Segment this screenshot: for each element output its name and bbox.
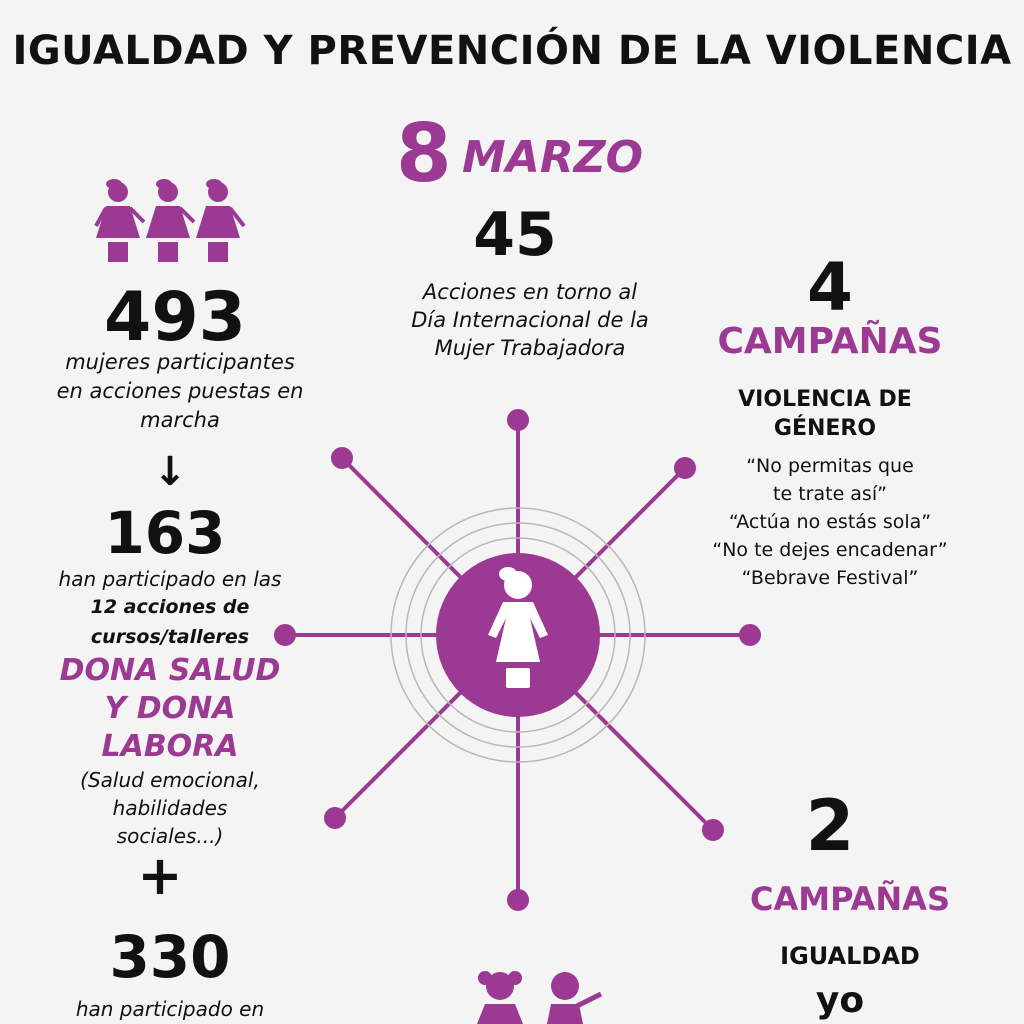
participants-line: en acciones puestas en: [56, 379, 304, 403]
spoke-dot: [509, 891, 527, 909]
campaigns-label-top: CAMPAÑAS: [717, 321, 943, 362]
women-group-icon: [90, 178, 250, 268]
program-line: LABORA: [101, 729, 239, 764]
campaigns-count-top: 4: [807, 249, 853, 326]
marzo-month: MARZO: [462, 132, 644, 183]
spoke-dot: [333, 449, 351, 467]
slogan-line: “Bebrave Festival”: [741, 567, 919, 589]
extra-count: 330: [109, 923, 231, 991]
slogan-line: “No permitas que: [746, 455, 914, 477]
campaigns-label-bottom: CAMPAÑAS: [750, 880, 950, 918]
slogan-line: “Actúa no estás sola”: [728, 511, 932, 533]
marzo-desc-line: Acciones en torno al: [422, 280, 638, 304]
marzo-heading: [396, 108, 656, 200]
marzo-desc-line: Día Internacional de la: [411, 308, 649, 332]
campaigns-count-bottom: 2: [805, 785, 855, 867]
campaign-topic-top: [700, 385, 950, 443]
participants-count: 493: [104, 278, 246, 357]
campaign-sub-bottom: yo: [815, 980, 865, 1021]
children-icon: [465, 964, 615, 1024]
participants-line: marcha: [140, 408, 220, 432]
program-line: DONA SALUD: [59, 653, 281, 688]
spoke-dot: [509, 411, 527, 429]
program-note-line: sociales...): [116, 824, 224, 848]
courses-bold: [20, 592, 320, 652]
courses-count: 163: [104, 499, 226, 567]
page-title: IGUALDAD Y PREVENCIÓN DE LA VIOLENCIA: [12, 28, 1012, 74]
program-note-line: (Salud emocional,: [80, 768, 260, 792]
campaign-slogans: [660, 452, 1000, 592]
campaign-topic-line: GÉNERO: [773, 416, 877, 441]
courses-line: han participado en las: [58, 567, 282, 591]
spoke-dot: [326, 809, 344, 827]
slogan-line: te trate así”: [773, 483, 887, 505]
marzo-desc-line: Mujer Trabajadora: [434, 336, 626, 360]
extra-line: han participado en: [75, 997, 265, 1021]
participants-description: [30, 348, 330, 435]
slogan-line: “No te dejes encadenar”: [712, 539, 948, 561]
program-note: [20, 766, 320, 850]
courses-bold-line: 12 acciones de: [90, 596, 250, 618]
down-arrow-icon: ↓: [153, 449, 187, 495]
program-note-line: habilidades: [112, 796, 228, 820]
spoke-dot: [704, 821, 722, 839]
program-name: [20, 652, 320, 766]
courses-bold-line: cursos/talleres: [90, 626, 250, 648]
spoke-dot: [741, 626, 759, 644]
participants-line: mujeres participantes: [65, 350, 295, 374]
marzo-description: [370, 278, 690, 362]
marzo-count: 45: [473, 200, 557, 270]
program-line: Y DONA: [104, 691, 236, 726]
campaign-topic-line: VIOLENCIA DE: [738, 387, 912, 412]
campaign-topic-bottom: IGUALDAD: [780, 942, 920, 970]
plus-icon: +: [137, 844, 183, 907]
marzo-day: 8: [396, 107, 452, 200]
